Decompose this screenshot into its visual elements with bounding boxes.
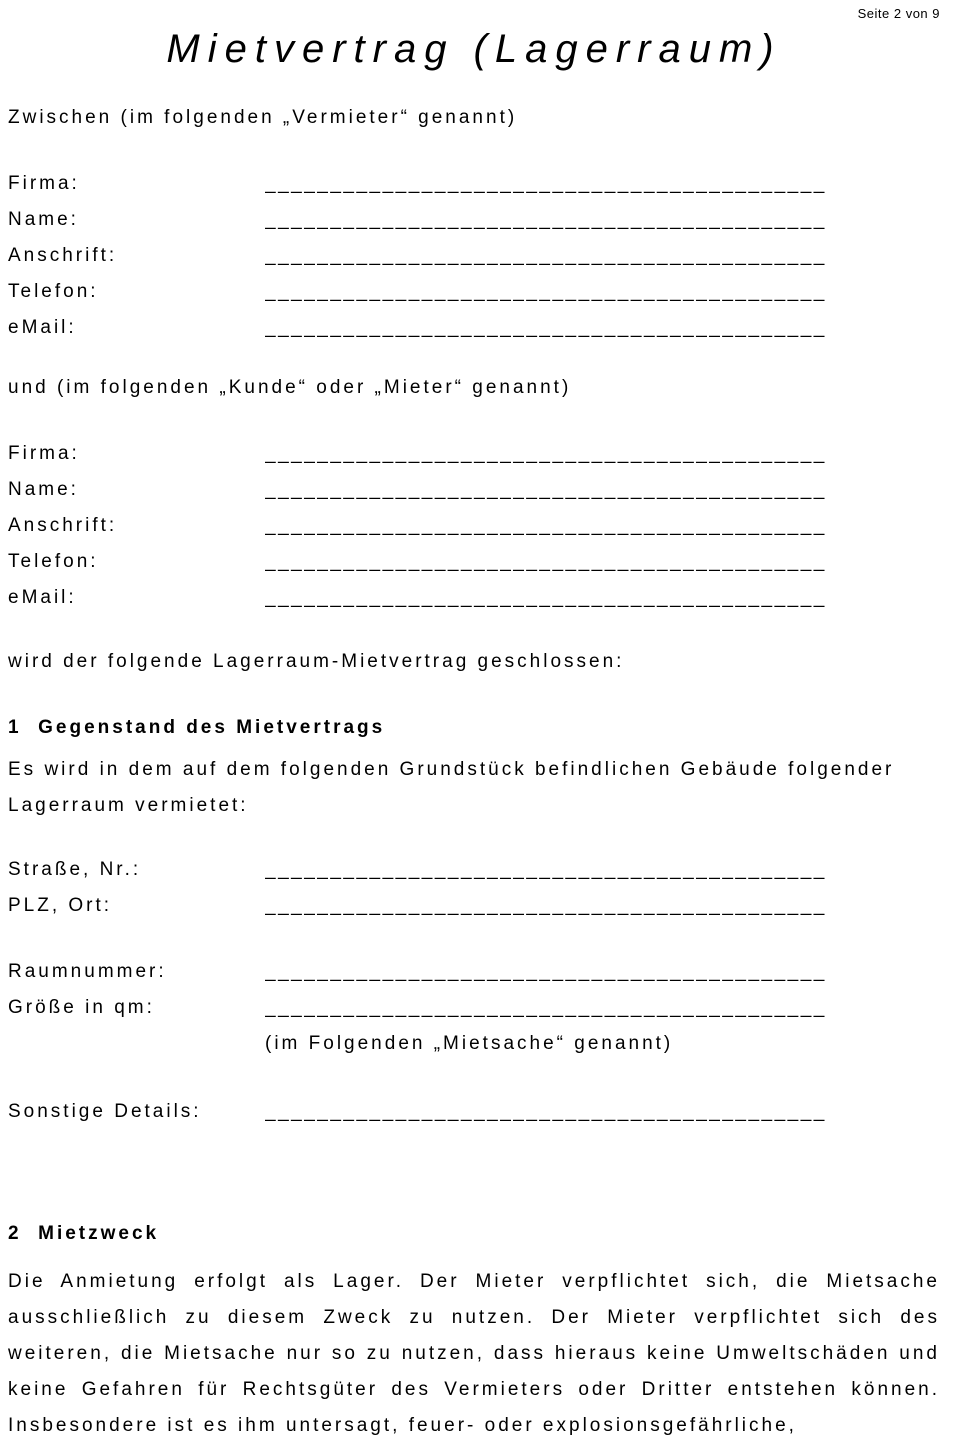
field-label-name: Name:	[8, 479, 79, 500]
blank-line: ___________________________________________	[265, 859, 827, 880]
contract-closing-line: wird der folgende Lagerraum-Mietvertrag geschlossen:	[8, 651, 625, 672]
field-label-telefon: Telefon:	[8, 281, 99, 302]
field-label-firma: Firma:	[8, 173, 80, 194]
field-row	[8, 202, 940, 238]
field-label-details: Sonstige Details:	[8, 1101, 202, 1122]
page-indicator: Seite 2 von 9	[857, 6, 940, 21]
party-intro-tenant: und (im folgenden „Kunde“ oder „Mieter“ genannt)	[8, 377, 572, 398]
blank-line: ___________________________________________	[265, 443, 827, 464]
field-label-firma: Firma:	[8, 443, 80, 464]
section-2-body: Die Anmietung erfolgt als Lager. Der Mieter verpflichtet sich, die Mietsache ausschließlich zu diesem Zweck zu nutzen. Der Mieter verpflichtet sich des weiteren, die Mietsache nur so zu nutzen, dass hieraus keine Umweltschäden und keine Gefahren für Rechtsgüter des Vermieters oder Dritter entstehen können. Insbesondere ist es ihm untersagt, feuer- oder explosionsgefährliche,	[8, 1271, 940, 1436]
field-label-email: eMail:	[8, 317, 77, 338]
blank-line: ___________________________________________	[265, 281, 827, 302]
field-row	[8, 508, 940, 544]
field-row	[8, 436, 940, 472]
section-2-heading: 2 Mietzweck	[8, 1223, 160, 1244]
landlord-field-group	[8, 166, 940, 346]
field-row	[8, 990, 940, 1026]
blank-line: ___________________________________________	[265, 245, 827, 266]
field-label-anschrift: Anschrift:	[8, 245, 118, 266]
field-row	[8, 310, 940, 346]
field-label-groesse: Größe in qm:	[8, 997, 155, 1018]
blank-line: ___________________________________________	[265, 317, 827, 338]
blank-line: ___________________________________________	[265, 551, 827, 572]
blank-line: ___________________________________________	[265, 1101, 827, 1122]
field-row	[8, 238, 940, 274]
tenant-field-group	[8, 436, 940, 616]
address-field-group	[8, 852, 940, 924]
party-intro-landlord: Zwischen (im folgenden „Vermieter“ genannt)	[8, 107, 518, 128]
blank-line: ___________________________________________	[265, 209, 827, 230]
blank-line: ___________________________________________	[265, 515, 827, 536]
blank-line: ___________________________________________	[265, 479, 827, 500]
field-label-telefon: Telefon:	[8, 551, 99, 572]
spacer	[8, 1130, 940, 1186]
field-row	[8, 472, 940, 508]
field-label-anschrift: Anschrift:	[8, 515, 118, 536]
field-row	[8, 954, 940, 990]
field-row	[8, 888, 940, 924]
field-row	[8, 274, 940, 310]
field-row	[8, 1094, 940, 1130]
blank-line: ___________________________________________	[265, 961, 827, 982]
field-row	[8, 580, 940, 616]
field-label-strasse: Straße, Nr.:	[8, 859, 142, 880]
spacer	[8, 1062, 940, 1094]
field-label-plz-ort: PLZ, Ort:	[8, 895, 113, 916]
field-label-email: eMail:	[8, 587, 77, 608]
section-1-heading: 1 Gegenstand des Mietvertrags	[8, 717, 386, 738]
room-field-group	[8, 954, 940, 1062]
field-row	[8, 544, 940, 580]
document-title: Mietvertrag (Lagerraum)	[166, 27, 782, 71]
blank-line: ___________________________________________	[265, 997, 827, 1018]
field-label-name: Name:	[8, 209, 79, 230]
section-1-intro: Es wird in dem auf dem folgenden Grundstück befindlichen Gebäude folgender Lagerraum vermietet:	[8, 759, 895, 816]
blank-line: ___________________________________________	[265, 173, 827, 194]
blank-line: ___________________________________________	[265, 587, 827, 608]
blank-line: ___________________________________________	[265, 895, 827, 916]
spacer	[8, 924, 940, 954]
mietsache-note: (im Folgenden „Mietsache“ genannt)	[265, 1033, 674, 1054]
field-row	[8, 1026, 940, 1062]
field-row	[8, 852, 940, 888]
field-row	[8, 166, 940, 202]
field-label-raumnummer: Raumnummer:	[8, 961, 167, 982]
